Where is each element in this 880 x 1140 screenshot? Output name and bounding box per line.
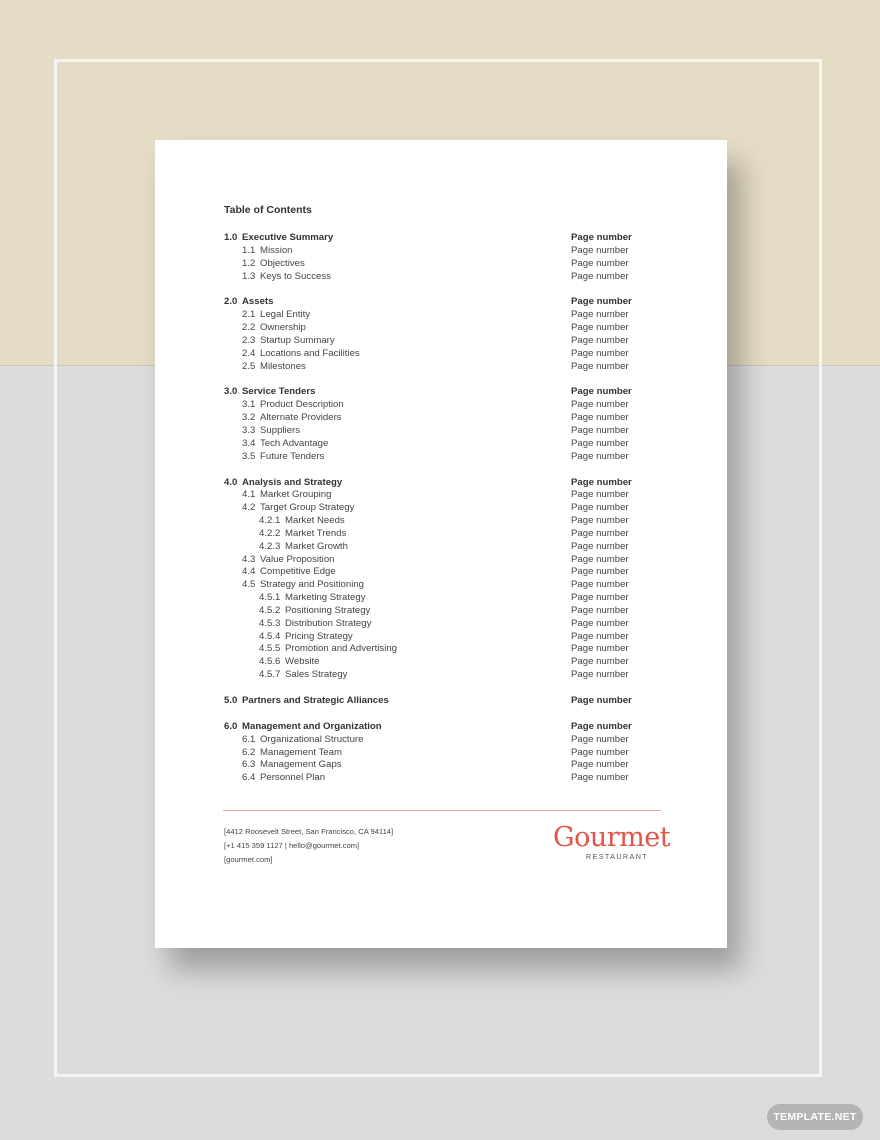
toc-item-row — [224, 322, 630, 335]
toc-title: Management Gaps — [260, 759, 342, 771]
toc-number: 2.4 — [242, 347, 256, 359]
toc-page-number: Page number — [571, 437, 629, 449]
toc-title: Milestones — [260, 360, 306, 372]
toc-title: Ownership — [260, 322, 306, 334]
toc-title: Personnel Plan — [260, 772, 326, 784]
toc-item-row — [224, 528, 630, 541]
toc-page-number: Page number — [571, 360, 629, 372]
toc-title: Market Needs — [285, 515, 345, 527]
toc-number: 6.3 — [242, 759, 256, 771]
toc-item-row — [224, 669, 630, 682]
toc-number: 4.5.4 — [259, 630, 281, 642]
toc-number: 4.5.1 — [259, 592, 281, 604]
toc-title: Marketing Strategy — [285, 592, 366, 604]
toc-page-number: Page number — [571, 257, 629, 269]
toc-section-gap — [224, 373, 630, 386]
toc-title: Assets — [242, 296, 274, 308]
toc-title: Locations and Facilities — [260, 347, 360, 359]
toc-page-number: Page number — [571, 412, 629, 424]
toc-number: 1.2 — [242, 257, 256, 269]
toc-section-gap — [224, 708, 630, 721]
toc-item-row — [224, 592, 630, 605]
toc-title: Pricing Strategy — [285, 630, 353, 642]
toc-page-number: Page number — [571, 309, 629, 321]
toc-item-row — [224, 566, 630, 579]
toc-title: Tech Advantage — [260, 437, 329, 449]
toc-title: Target Group Strategy — [260, 502, 355, 514]
toc-title: Market Trends — [285, 527, 347, 539]
toc-section-row — [224, 477, 630, 490]
toc-page-number: Page number — [571, 759, 629, 771]
toc-item-row — [224, 399, 630, 412]
toc-title: Market Growth — [285, 540, 348, 552]
toc-number: 4.2.2 — [259, 527, 281, 539]
toc-title: Alternate Providers — [260, 412, 342, 424]
footer-contact: [+1 415 359 1127 | hello@gourmet.com] — [224, 841, 360, 850]
toc-title: Partners and Strategic Alliances — [242, 695, 389, 706]
toc-item-row — [224, 361, 630, 374]
toc-number: 4.2.1 — [259, 515, 281, 527]
toc-number: 3.1 — [242, 399, 256, 411]
toc-item-row — [224, 541, 630, 554]
template-net-badge[interactable]: TEMPLATE.NET — [767, 1104, 863, 1130]
toc-number: 1.1 — [242, 244, 256, 256]
toc-number: 5.0 — [224, 695, 238, 706]
toc-page-number: Page number — [571, 604, 629, 616]
footer-website: [gourmet.com] — [224, 855, 273, 864]
toc-number: 3.2 — [242, 412, 256, 424]
toc-item-row — [224, 515, 630, 528]
toc-item-row — [224, 245, 630, 258]
toc-item-row — [224, 579, 630, 592]
toc-page-number: Page number — [571, 617, 629, 629]
toc-section-row — [224, 296, 630, 309]
toc-title: Website — [285, 656, 320, 668]
toc-number: 4.2.3 — [259, 540, 281, 552]
toc-number: 1.3 — [242, 270, 256, 282]
toc-number: 1.0 — [224, 232, 238, 243]
toc-page-number: Page number — [571, 476, 632, 488]
toc-page-number: Page number — [571, 733, 629, 745]
toc-item-row — [224, 309, 630, 322]
toc-item-row — [224, 502, 630, 515]
toc-item-row — [224, 425, 630, 438]
toc-title: Executive Summary — [242, 232, 334, 243]
toc-number: 6.4 — [242, 772, 256, 784]
toc-number: 6.2 — [242, 746, 256, 758]
toc-page-number: Page number — [571, 322, 629, 334]
toc-item-row — [224, 451, 630, 464]
toc-page-number: Page number — [571, 592, 629, 604]
toc-number: 6.1 — [242, 733, 256, 745]
toc-number: 4.5.7 — [259, 669, 281, 681]
toc-title: Objectives — [260, 257, 305, 269]
document-page — [155, 140, 727, 948]
toc-section-gap — [224, 464, 630, 477]
toc-page-number: Page number — [571, 746, 629, 758]
toc-item-row — [224, 258, 630, 271]
toc-title: Strategy and Positioning — [260, 579, 364, 591]
toc-item-row — [224, 605, 630, 618]
toc-page-number: Page number — [571, 270, 629, 282]
toc-number: 4.5.5 — [259, 643, 281, 655]
toc-page-number: Page number — [571, 334, 629, 346]
toc-title: Distribution Strategy — [285, 617, 372, 629]
toc-number: 4.1 — [242, 489, 256, 501]
toc-page-number: Page number — [571, 489, 629, 501]
toc-page-number: Page number — [571, 630, 629, 642]
toc-page-number: Page number — [571, 502, 629, 514]
toc-page-number: Page number — [571, 540, 629, 552]
toc-title: Organizational Structure — [260, 733, 364, 745]
toc-title: Competitive Edge — [260, 566, 336, 578]
toc-number: 2.2 — [242, 322, 256, 334]
toc-item-row — [224, 618, 630, 631]
toc-section-row — [224, 695, 630, 708]
toc-section-row — [224, 232, 630, 245]
toc-number: 4.5.6 — [259, 656, 281, 668]
toc-number: 4.4 — [242, 566, 256, 578]
toc-title: Mission — [260, 244, 293, 256]
toc-title: Legal Entity — [260, 309, 311, 321]
footer-address: [4412 Roosevelt Street, San Francisco, CA 94114] — [224, 827, 394, 836]
toc-item-row — [224, 348, 630, 361]
toc-item-row — [224, 554, 630, 567]
toc-item-row — [224, 772, 630, 785]
logo-name: Gourmet — [553, 822, 671, 853]
toc-title: Future Tenders — [260, 450, 325, 462]
toc-number: 2.1 — [242, 309, 256, 321]
toc-title: Service Tenders — [242, 386, 316, 398]
toc-item-row — [224, 656, 630, 669]
toc-title: Positioning Strategy — [285, 604, 371, 616]
toc-number: 2.0 — [224, 296, 238, 308]
toc-page-number: Page number — [571, 553, 629, 565]
toc-page-number: Page number — [571, 656, 629, 668]
toc-page-number: Page number — [571, 399, 629, 411]
toc-number: 3.4 — [242, 437, 256, 449]
toc-title: Market Grouping — [260, 489, 332, 501]
toc-number: 4.5.2 — [259, 604, 281, 616]
gourmet-logo — [553, 822, 671, 861]
toc-title: Management Team — [260, 746, 342, 758]
toc-title: Analysis and Strategy — [242, 476, 343, 488]
toc-title: Table of Contents — [224, 204, 312, 216]
toc-item-row — [224, 335, 630, 348]
toc-number: 3.5 — [242, 450, 256, 462]
toc-title: Management and Organization — [242, 720, 382, 732]
footer-contact-block — [224, 825, 393, 867]
toc-section-gap — [224, 682, 630, 695]
toc-number: 4.0 — [224, 476, 238, 488]
toc-page-number: Page number — [571, 579, 629, 591]
toc-page-number: Page number — [571, 695, 632, 706]
toc-page-number: Page number — [571, 527, 629, 539]
toc-title: Value Proposition — [260, 553, 335, 565]
toc-title: Keys to Success — [260, 270, 331, 282]
toc-page-number: Page number — [571, 566, 629, 578]
toc-section-row — [224, 386, 630, 399]
toc-section-row — [224, 721, 630, 734]
toc-page-number: Page number — [571, 643, 629, 655]
toc-item-row — [224, 438, 630, 451]
toc-number: 2.3 — [242, 334, 256, 346]
toc-page-number: Page number — [571, 515, 629, 527]
toc-title: Suppliers — [260, 424, 300, 436]
toc-page-number: Page number — [571, 424, 629, 436]
toc-page-number: Page number — [571, 244, 629, 256]
toc-number: 4.2 — [242, 502, 256, 514]
toc-item-row — [224, 734, 630, 747]
toc-title: Sales Strategy — [285, 669, 348, 681]
toc-number: 6.0 — [224, 720, 238, 732]
toc-section-gap — [224, 283, 630, 296]
table-of-contents — [224, 232, 630, 785]
logo-tagline: RESTAURANT — [585, 852, 649, 861]
toc-title: Startup Summary — [260, 334, 335, 346]
toc-item-row — [224, 759, 630, 772]
toc-page-number: Page number — [571, 296, 632, 308]
toc-number: 4.3 — [242, 553, 256, 565]
toc-item-row — [224, 631, 630, 644]
toc-page-number: Page number — [571, 720, 632, 732]
toc-number: 3.3 — [242, 424, 256, 436]
toc-item-row — [224, 412, 630, 425]
toc-number: 3.0 — [224, 386, 238, 398]
toc-item-row — [224, 747, 630, 760]
toc-item-row — [224, 489, 630, 502]
toc-number: 4.5 — [242, 579, 256, 591]
toc-number: 2.5 — [242, 360, 256, 372]
toc-page-number: Page number — [571, 669, 629, 681]
toc-page-number: Page number — [571, 386, 632, 398]
toc-title: Product Description — [260, 399, 344, 411]
toc-page-number: Page number — [571, 450, 629, 462]
toc-page-number: Page number — [571, 772, 629, 784]
toc-page-number: Page number — [571, 232, 632, 243]
toc-title: Promotion and Advertising — [285, 643, 397, 655]
toc-number: 4.5.3 — [259, 617, 281, 629]
toc-item-row — [224, 271, 630, 284]
toc-page-number: Page number — [571, 347, 629, 359]
toc-item-row — [224, 643, 630, 656]
footer-divider — [223, 810, 661, 811]
